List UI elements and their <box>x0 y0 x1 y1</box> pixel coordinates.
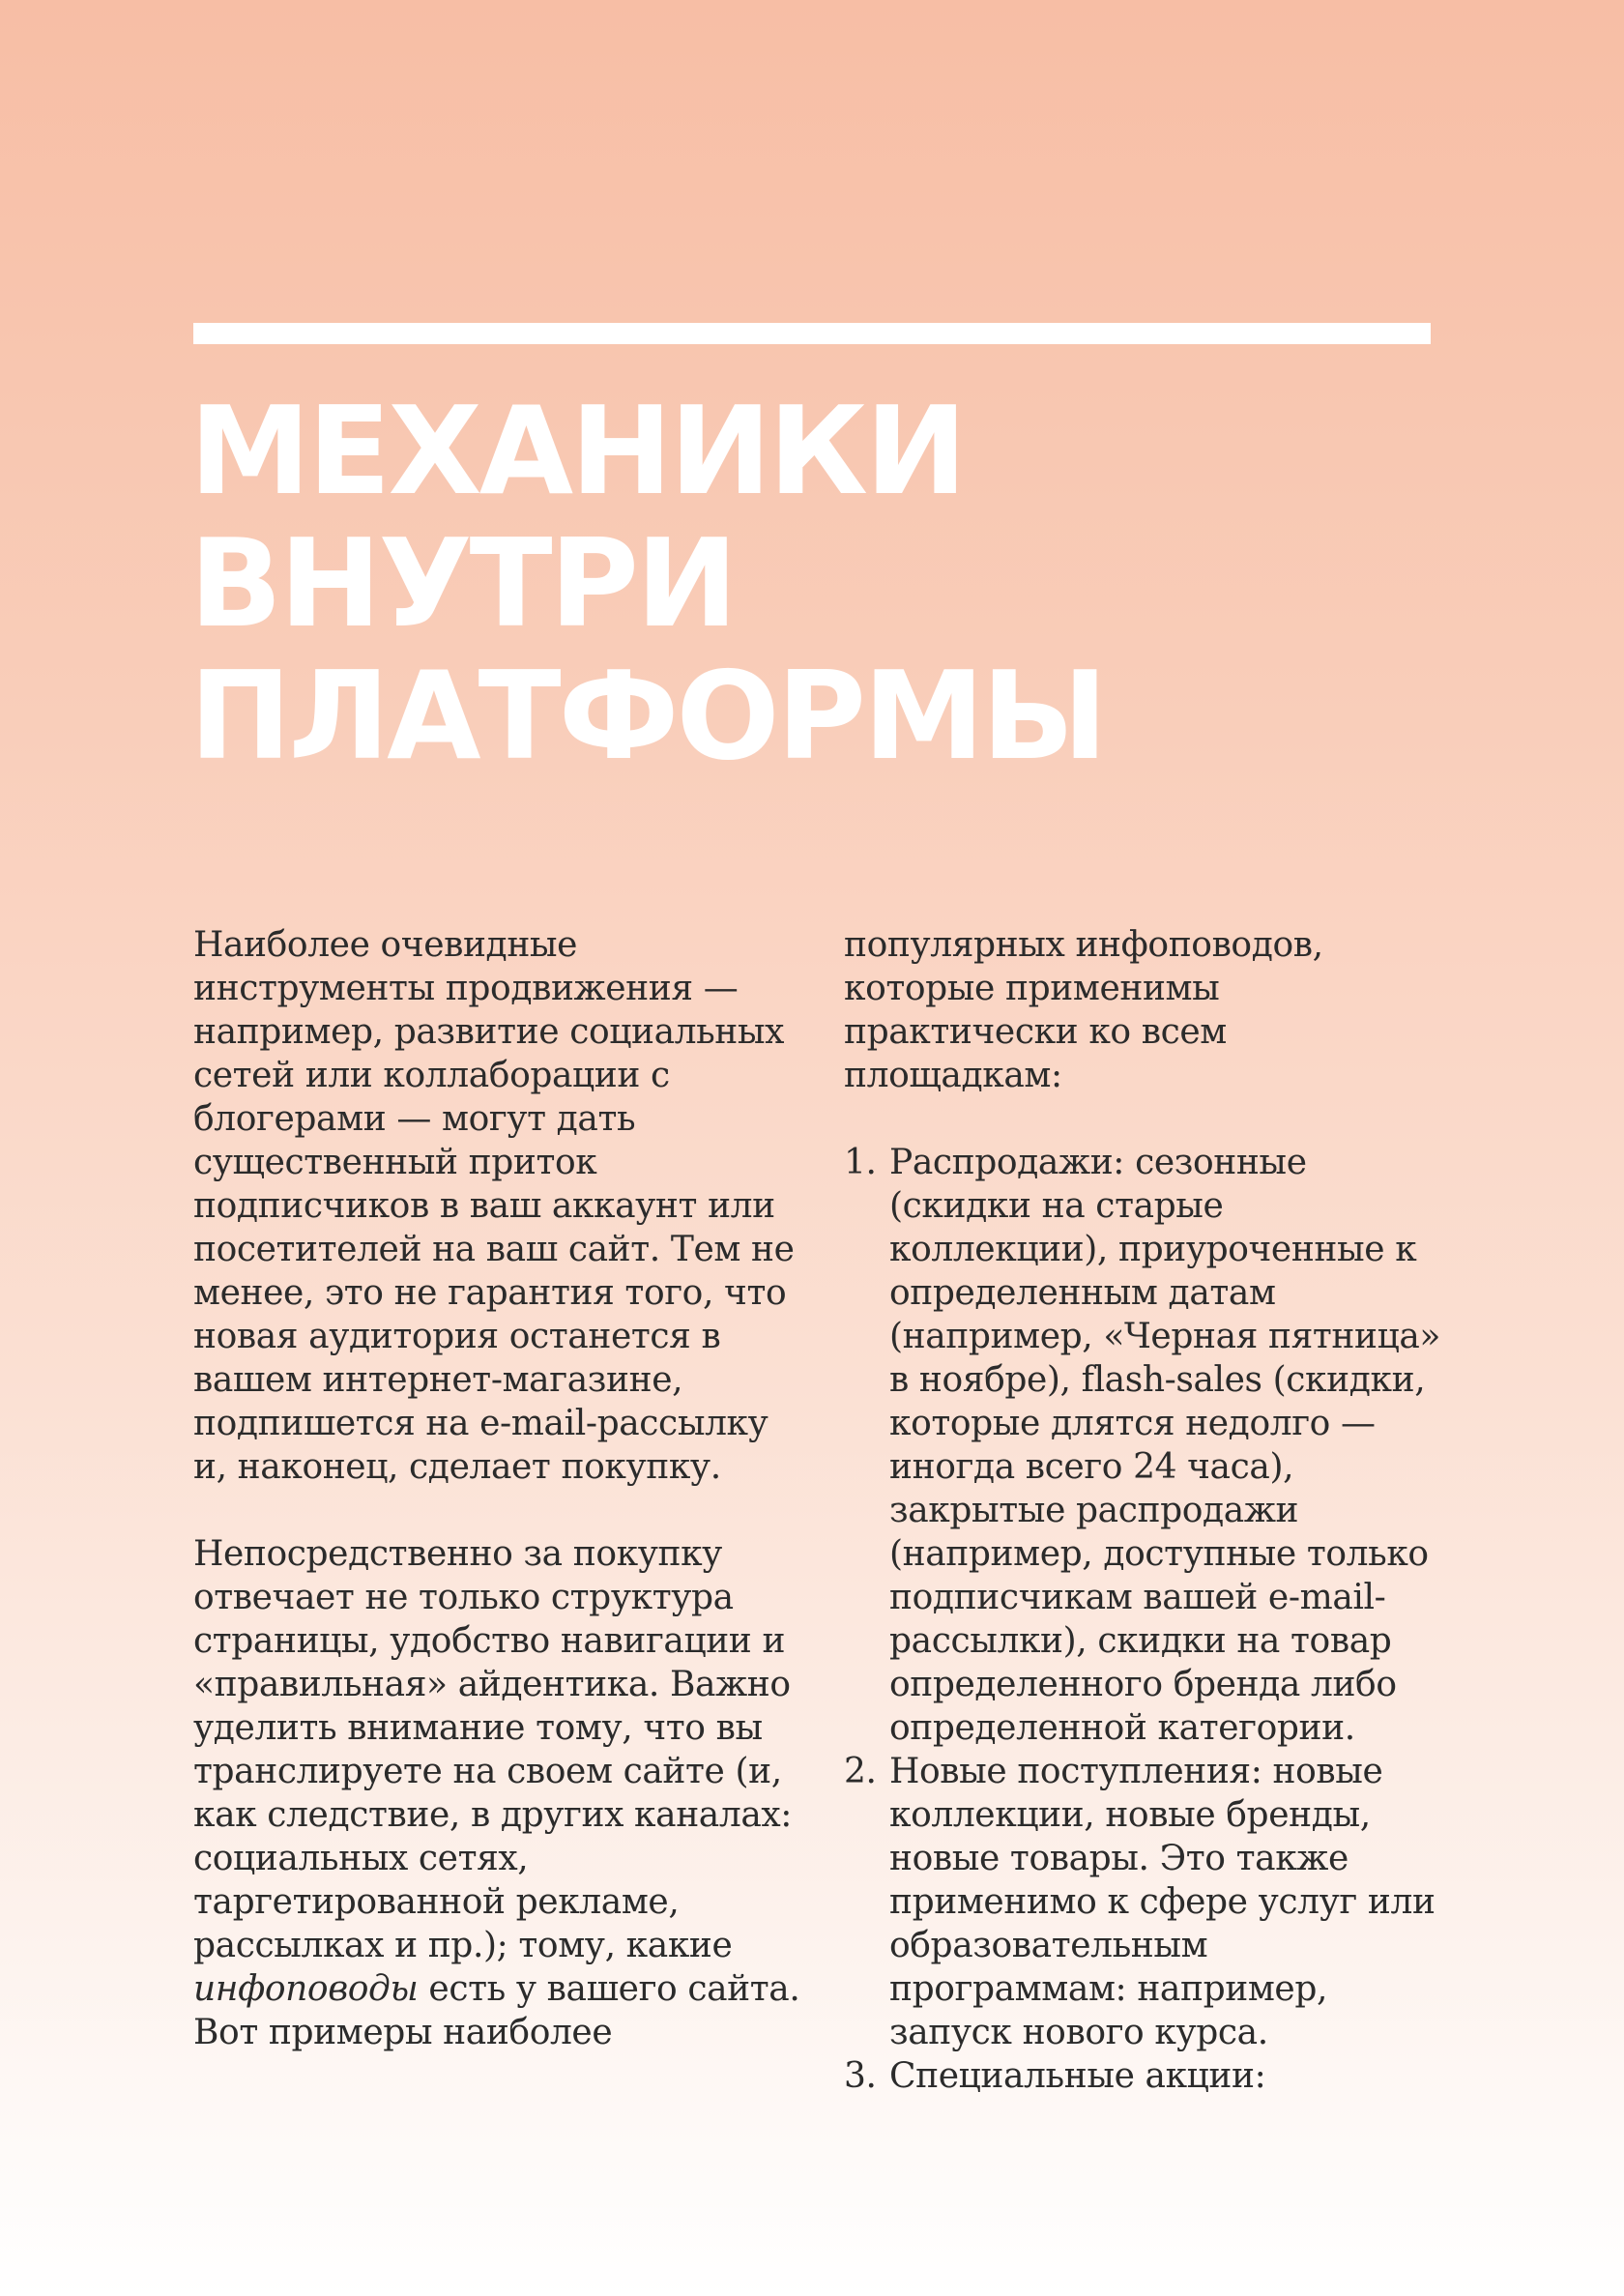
list-item-text: Специальные акции: <box>889 2056 1266 2096</box>
title-line-1: МЕХАНИКИ <box>189 380 965 522</box>
list-intro: популярных инфоповодов, которые применимы практически ко всем площадкам: <box>844 925 1323 1095</box>
body-paragraph-2 <box>193 1532 802 2054</box>
paragraph-2-text-start: Непосредственно за покупку отвечает не только структура страницы, удобство навигации и «правильная» айдентика. Важно уделить внимание тому, что вы транслируете на своем сайте (и, как следствие, в других каналах: социальных сетях, таргетированной рекламе, рассылках и пр.); тому, какие <box>193 1534 793 1965</box>
list-item <box>844 2054 1443 2098</box>
right-column <box>844 923 1443 2098</box>
title-line-2: ВНУТРИ <box>189 512 736 654</box>
list-item <box>844 1141 1443 1750</box>
page-title <box>189 380 1105 787</box>
list-item-text: Распродажи: сезонные (скидки на старые коллекции), приуроченные к определенным датам (например, «Черная пятница» в ноябре), flash-sales (скидки, которые длятся недолго — иногда всего 24 часа), закрытые распродажи (например, доступные только подписчикам вашей e-mail-рассылки), скидки на товар определенного бренда либо определенной категории. <box>889 1143 1441 1748</box>
list-item-text: Новые поступления: новые коллекции, новые бренды, новые товары. Это также применимо к сфере услуг или образовательным программам: например, запуск нового курса. <box>889 1752 1436 2052</box>
list-item-number: 1. <box>844 1143 877 1182</box>
paragraph-2-text-end: есть у вашего сайта. Вот примеры наиболее <box>193 1969 800 2052</box>
body-paragraph-1: Наиболее очевидные инструменты продвижения — например, развитие социальных сетей или коллаборации с блогерами — могут дать существенный приток подписчиков в ваш аккаунт или посетителей на ваш сайт. Тем не менее, это не гарантия того, что новая аудитория останется в вашем интернет-магазине, подпишется на e-mail-рассылку и, наконец, сделает покупку. <box>193 925 795 1487</box>
list-item <box>844 1750 1443 2054</box>
italic-term: инфоповоды <box>193 1969 419 2009</box>
title-line-3: ПЛАТФОРМЫ <box>189 645 1105 787</box>
numbered-list <box>844 1141 1443 2098</box>
list-item-number: 2. <box>844 1752 877 1791</box>
list-item-number: 3. <box>844 2056 877 2096</box>
title-rule <box>193 323 1431 344</box>
left-column <box>193 923 802 2054</box>
